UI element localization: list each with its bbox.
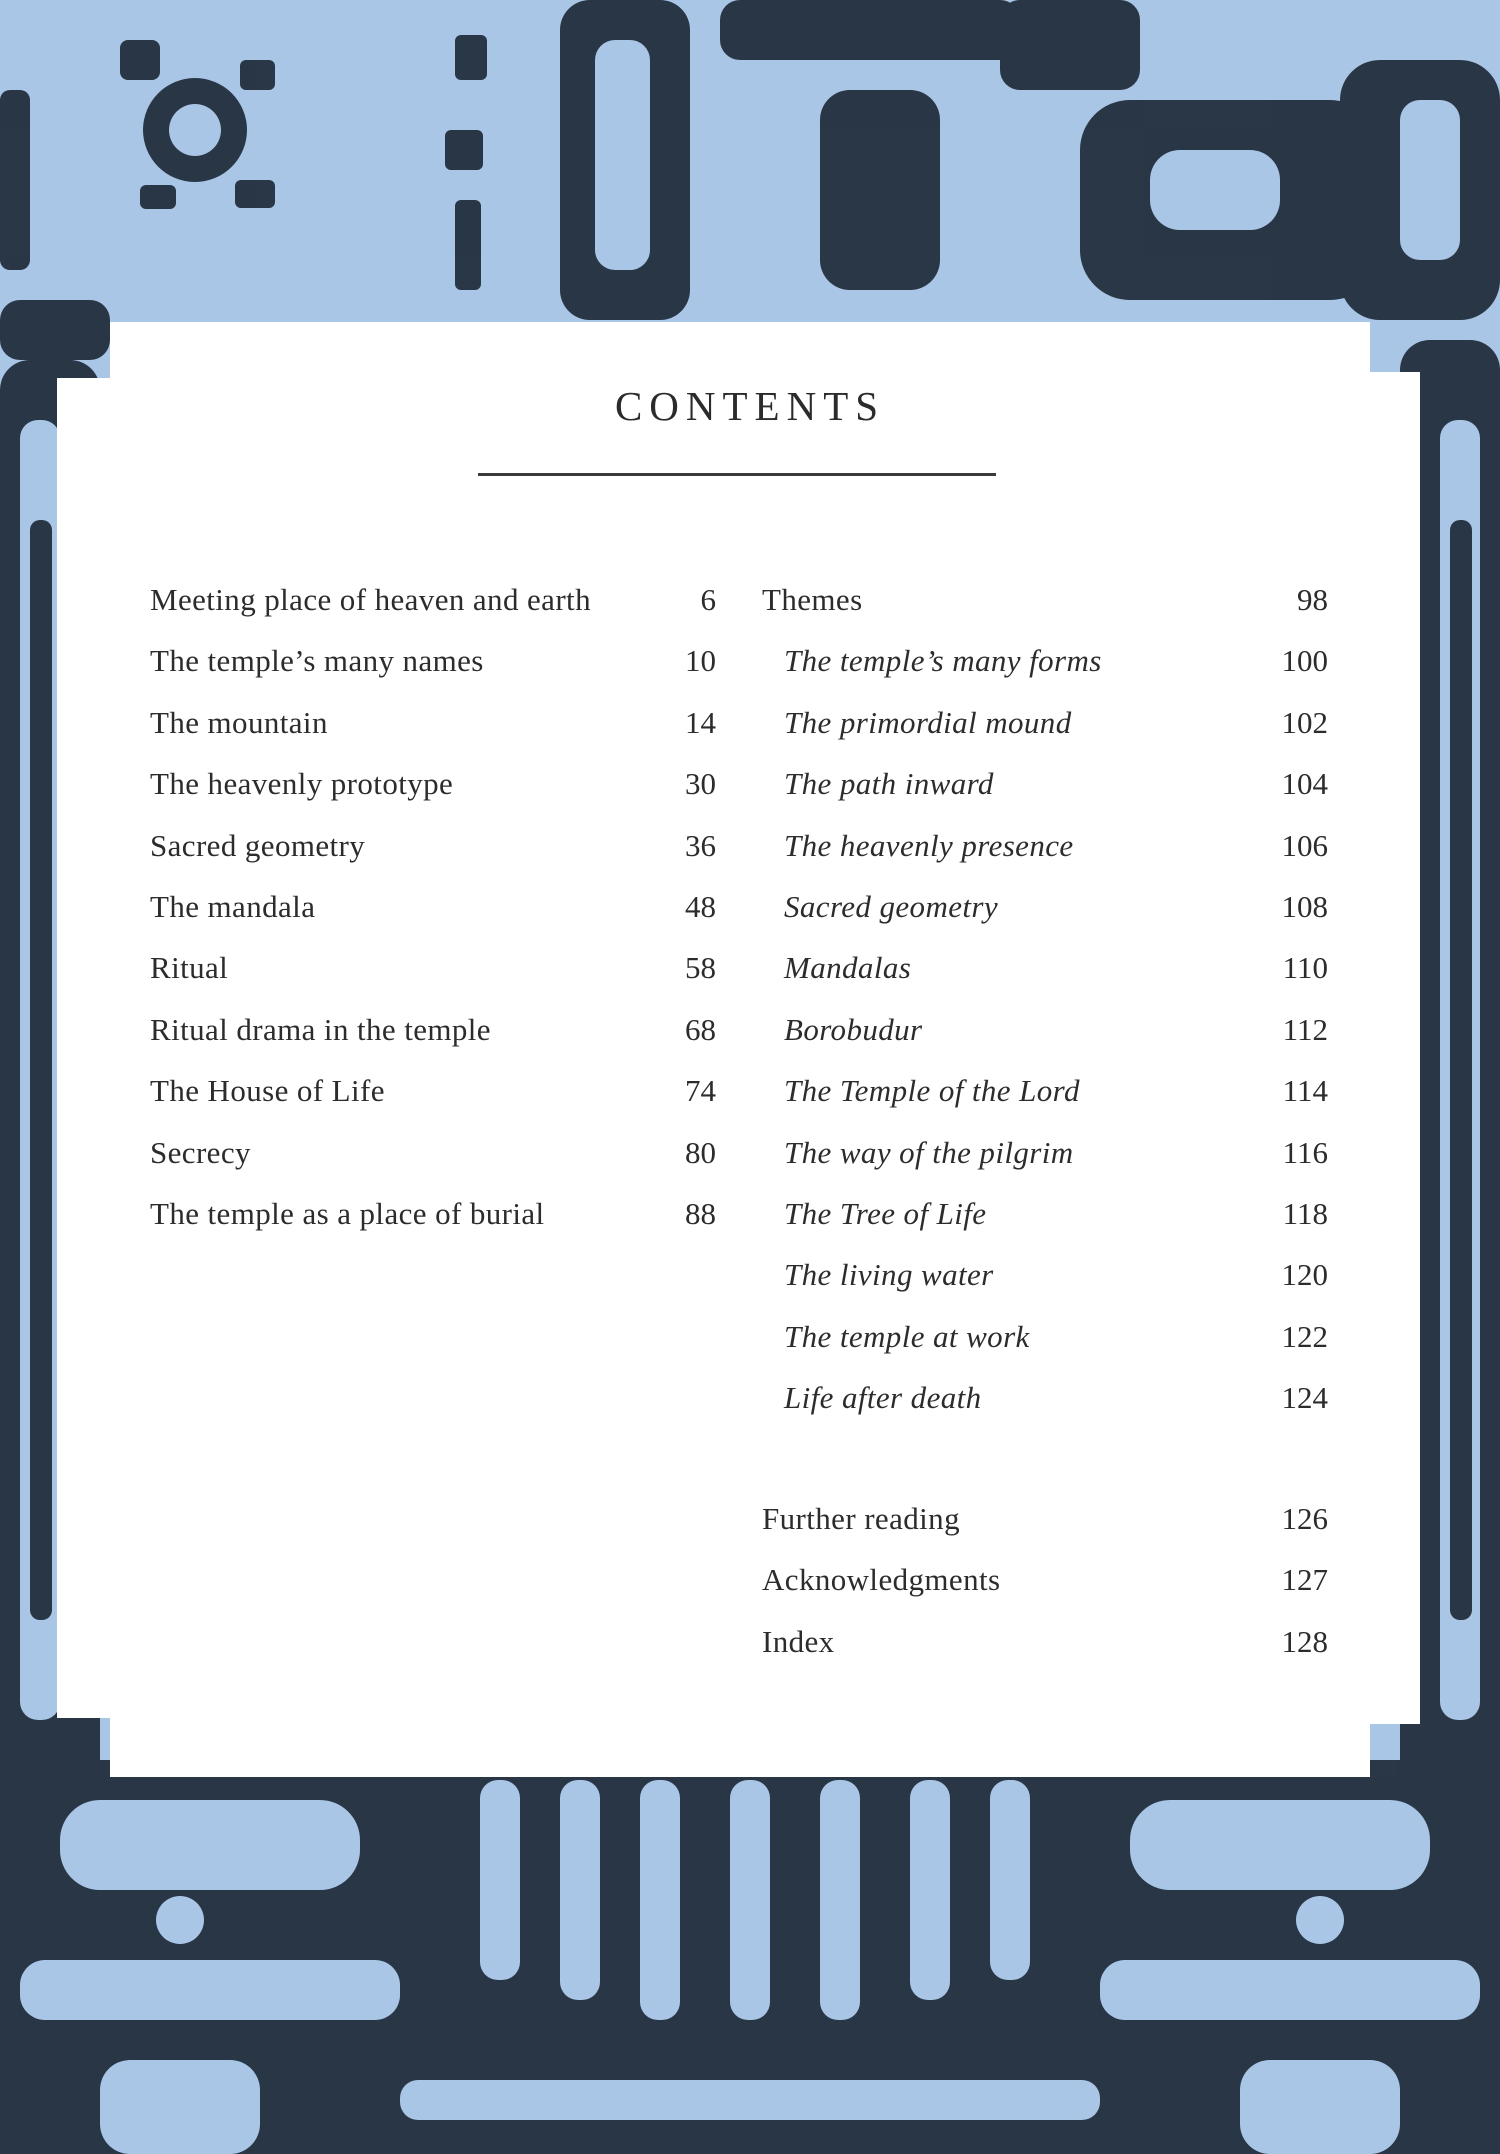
- toc-entry-page: 48: [685, 888, 716, 924]
- toc-subentry: [762, 1253, 1328, 1314]
- toc-entry-title: The living water: [784, 1257, 994, 1293]
- toc-entry-title: Index: [762, 1623, 835, 1659]
- toc-entry-page: 58: [685, 950, 716, 986]
- title-rule: [478, 473, 996, 476]
- toc-entry-title: Meeting place of heaven and earth: [150, 582, 591, 617]
- toc-entry-page: 100: [1281, 643, 1328, 679]
- toc-entry: [762, 1497, 1328, 1558]
- toc-entry-title: The mountain: [150, 704, 328, 740]
- toc-subentry: [762, 1192, 1328, 1253]
- toc-entry-title: The temple’s many names: [150, 643, 484, 679]
- toc-left-column: [150, 578, 716, 1253]
- toc-entry-page: 10: [685, 643, 716, 679]
- toc-subentry: [762, 762, 1328, 823]
- toc-entry-page: 30: [685, 766, 716, 802]
- toc-subentry: [762, 946, 1328, 1007]
- toc-entry-page: 120: [1281, 1257, 1328, 1293]
- toc-entry-page: 128: [1281, 1623, 1328, 1659]
- toc-entry-title: The heavenly presence: [784, 827, 1074, 863]
- toc-entry-page: 126: [1281, 1501, 1328, 1536]
- toc-entry: [150, 1192, 716, 1253]
- panel-edge-left: [57, 378, 117, 1718]
- toc-entry-page: 88: [685, 1195, 716, 1231]
- toc-entry: [762, 1558, 1328, 1619]
- toc-subentry: [762, 1315, 1328, 1376]
- toc-subentry: [762, 885, 1328, 946]
- toc-entry-title: Further reading: [762, 1501, 960, 1536]
- toc-entry-page: 124: [1281, 1380, 1328, 1416]
- toc-entry: [150, 639, 716, 700]
- toc-subentry: [762, 1069, 1328, 1130]
- toc-entry-title: Life after death: [784, 1380, 982, 1416]
- toc-entry-page: 6: [700, 582, 716, 617]
- toc-entry-page: 14: [685, 704, 716, 740]
- toc-back-matter: [762, 1497, 1328, 1681]
- toc-subentry: [762, 1131, 1328, 1192]
- toc-entry-page: 116: [1282, 1134, 1328, 1170]
- toc-entry-title: Sacred geometry: [150, 827, 366, 863]
- toc-entry-page: 74: [685, 1073, 716, 1109]
- toc-entry-title: The mandala: [150, 888, 316, 924]
- toc-entry-page: 118: [1282, 1195, 1328, 1231]
- toc-entry-title: The heavenly prototype: [150, 766, 454, 802]
- toc-entry-page: 102: [1281, 704, 1328, 740]
- toc-entry-page: 80: [685, 1134, 716, 1170]
- toc-entry-page: 110: [1282, 950, 1328, 986]
- toc-entry: [150, 762, 716, 823]
- toc-entry: [150, 701, 716, 762]
- toc-entry-page: 106: [1281, 827, 1328, 863]
- toc-entry-title: Acknowledgments: [762, 1562, 1001, 1598]
- toc-entry-title: The path inward: [784, 766, 994, 802]
- toc-entry: [150, 1069, 716, 1130]
- toc-entry: [150, 824, 716, 885]
- toc-entry: [150, 946, 716, 1007]
- toc-subentry: [762, 1008, 1328, 1069]
- toc-entry-title: The temple’s many forms: [784, 643, 1102, 679]
- toc-entry-title: The way of the pilgrim: [784, 1134, 1074, 1170]
- toc-entry-title: Ritual drama in the temple: [150, 1011, 491, 1047]
- toc-subentry: [762, 701, 1328, 762]
- toc-entry-title: The primordial mound: [784, 704, 1072, 740]
- toc-entry-title: Themes: [762, 582, 863, 617]
- toc-entry-page: 98: [1297, 582, 1328, 617]
- toc-entry-title: Sacred geometry: [784, 888, 999, 924]
- toc-entry-page: 68: [685, 1011, 716, 1047]
- panel-edge-right: [1365, 372, 1420, 1724]
- toc-entry: [150, 578, 716, 639]
- toc-entry-page: 108: [1281, 888, 1328, 924]
- toc-entry: [150, 885, 716, 946]
- toc-section-heading: [762, 578, 1328, 639]
- toc-entry-title: Mandalas: [784, 950, 912, 986]
- toc-entry-title: Secrecy: [150, 1134, 251, 1170]
- toc-entry-page: 127: [1281, 1562, 1328, 1598]
- toc-subentry: [762, 639, 1328, 700]
- toc-entry-title: The Temple of the Lord: [784, 1073, 1080, 1109]
- toc-entry-page: 104: [1281, 766, 1328, 802]
- toc-entry-title: The House of Life: [150, 1073, 385, 1109]
- toc-entry: [762, 1620, 1328, 1681]
- toc-right-column: [762, 578, 1328, 1437]
- toc-subentry: [762, 1376, 1328, 1437]
- toc-entry-page: 112: [1282, 1011, 1328, 1047]
- page-title: CONTENTS: [614, 383, 886, 429]
- toc-entry-page: 114: [1282, 1073, 1328, 1109]
- toc-entry: [150, 1131, 716, 1192]
- toc-entry-title: The temple as a place of burial: [150, 1195, 545, 1231]
- toc-entry-title: The temple at work: [784, 1318, 1030, 1354]
- toc-entry-page: 36: [685, 827, 716, 863]
- toc-entry-title: Borobudur: [784, 1011, 923, 1047]
- toc-subentry: [762, 824, 1328, 885]
- toc-entry-title: Ritual: [150, 950, 229, 986]
- toc-entry-title: The Tree of Life: [784, 1195, 987, 1231]
- toc-entry-page: 122: [1281, 1318, 1328, 1354]
- toc-entry: [150, 1008, 716, 1069]
